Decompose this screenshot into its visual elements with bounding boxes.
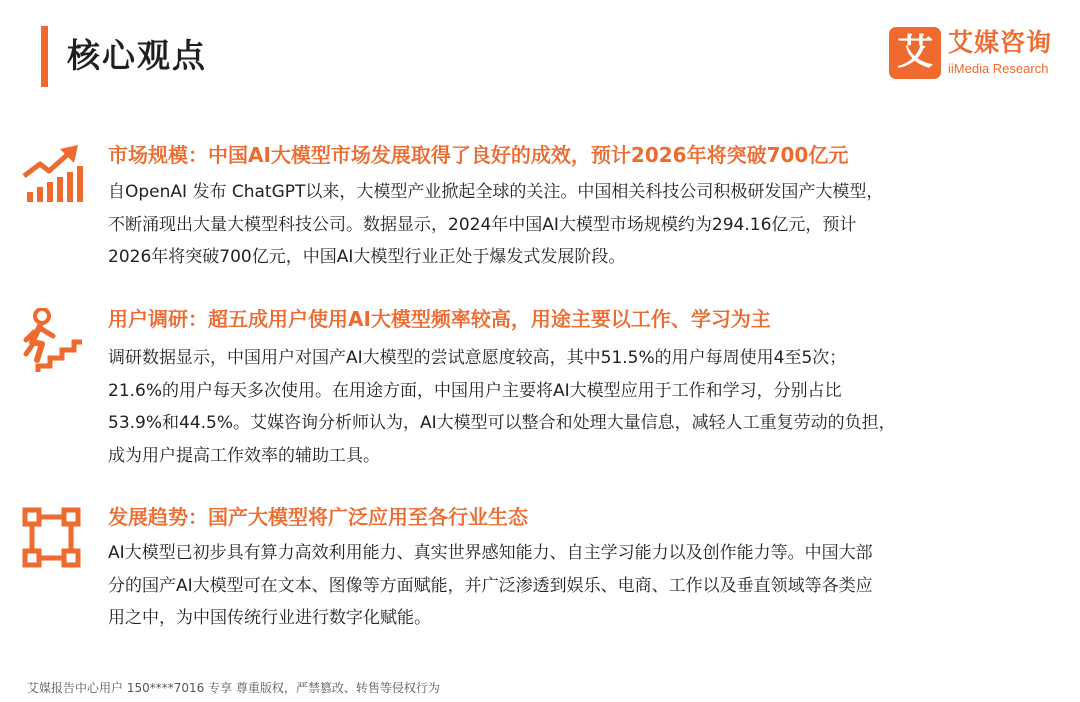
network-nodes-icon (22, 506, 82, 570)
body-line: 用之中，为中国传统行业进行数字化赋能。 (108, 608, 431, 628)
page-title: 核心观点 (67, 36, 207, 75)
section-heading: 发展趋势：国产大模型将广泛应用至各行业生态 (108, 505, 528, 529)
section-body (108, 342, 1033, 472)
section-body (108, 537, 1033, 635)
body-line: 53.9%和44.5%。艾媒咨询分析师认为，AI大模型可以整合和处理大量信息，减轻人工重复劳动的负担， (108, 413, 896, 433)
iimedia-logo (889, 27, 1069, 83)
growth-chart-icon (22, 144, 88, 208)
copyright-footer: 艾媒报告中心用户 150****7016 专享 尊重版权，严禁篡改、转售等侵权行为 (27, 681, 440, 695)
logo-name-en: iiMedia Research (948, 61, 1049, 76)
section-body (108, 176, 1033, 274)
body-line: 不断涌现出大量大模型科技公司。数据显示，2024年中国AI大模型市场规模约为294.16亿元，预计 (108, 214, 857, 235)
logo-name-cn: 艾媒咨询 (948, 28, 1053, 57)
body-line: AI大模型已初步具有算力高效利用能力、真实世界感知能力、自主学习能力以及创作能力等。中国大部 (108, 543, 873, 563)
body-line: 分的国产AI大模型可在文本、图像等方面赋能，并广泛渗透到娱乐、电商、工作以及垂直领域等各类应 (108, 575, 873, 596)
logo-mark: 艾 (889, 27, 941, 79)
body-line: 2026年将突破700亿元，中国AI大模型行业正处于爆发式发展阶段。 (108, 247, 626, 267)
section-heading: 市场规模：中国AI大模型市场发展取得了良好的成效，预计2026年将突破700亿元 (108, 143, 849, 167)
section-heading: 用户调研：超五成用户使用AI大模型频率较高，用途主要以工作、学习为主 (108, 307, 771, 331)
person-climbing-stairs-icon (22, 308, 84, 374)
body-line: 成为用户提高工作效率的辅助工具。 (108, 445, 380, 466)
body-line: 自OpenAI 发布 ChatGPT以来，大模型产业掀起全球的关注。中国相关科技公司积极研发国产大模型， (108, 182, 884, 202)
body-line: 21.6%的用户每天多次使用。在用途方面，中国用户主要将AI大模型应用于工作和学习，分别占比 (108, 380, 842, 401)
title-accent-bar (41, 26, 48, 87)
body-line: 调研数据显示，中国用户对国产AI大模型的尝试意愿度较高，其中51.5%的用户每周使用4至5次； (108, 348, 847, 368)
